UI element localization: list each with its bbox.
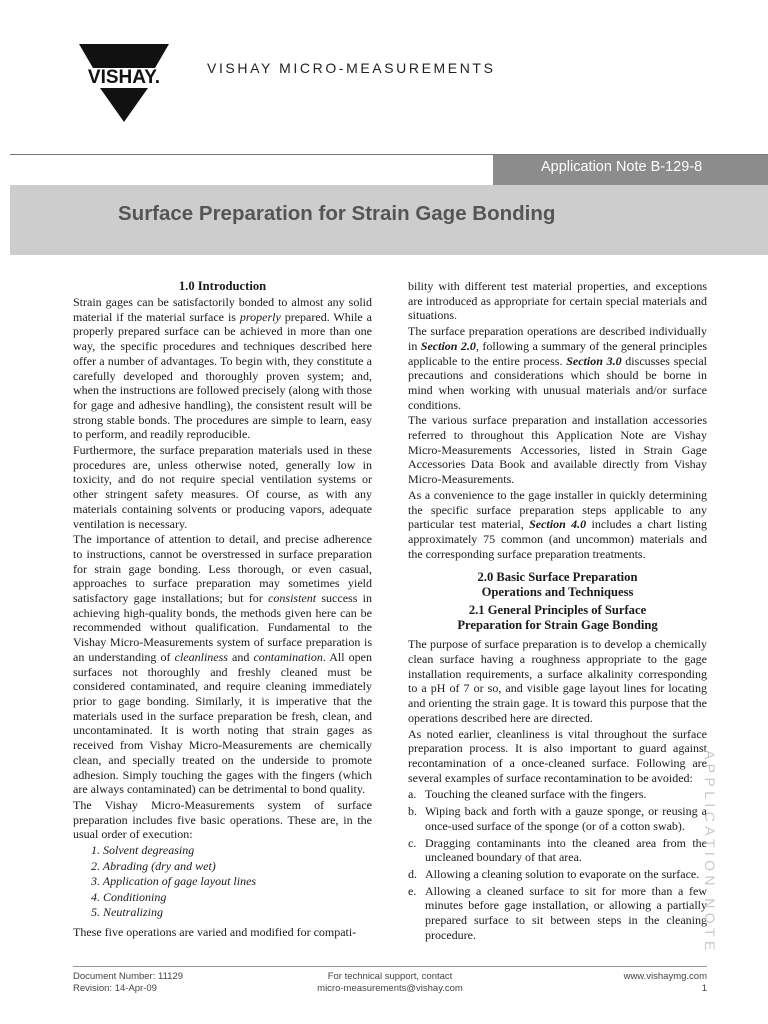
app-note-label: Application Note B-129-8 [541,159,703,175]
footer-site-info [507,971,707,994]
list-item [408,836,707,865]
subsection-heading-general-principles [408,603,707,633]
left-column [73,279,372,940]
text-run: prepared. While a properly prepared surface can be achieved in more than one way, the specific procedures and techniques described here offer a number of advantages. To begin with, they constitute a carefully developed and thoroughly proven system; and, when the instructions are followed precisely (along with those for gage and adhesive handling), the consistent result will be strong stable bonds. The procedures are simple to learn, easy to perform, and readily reproducible. [73,309,372,442]
text-run: Strain gages can be satisfactorily bonded to almost any solid material if the material surface is [73,295,372,324]
convenience-paragraph [408,488,707,562]
list-item [408,804,707,833]
application-note-side-tag: APPLICATION NOTE [702,750,718,955]
website-link[interactable]: www.vishaymg.com [623,971,707,982]
text-run: The importance of attention to detail, and precise adherence to instructions, cannot be overstressed in surface preparation for strain gage bonding. Less thorough, or even casual, approaches to surface preparation may sometimes yield satisfactory gage installations; but for [73,532,372,606]
operation-item: 1. Solvent degreasing [91,843,195,858]
emphasis-contamination: contamination [253,649,323,664]
list-item-text: Dragging contaminants into the cleaned area from the uncleaned boundary of that area. [425,835,707,865]
logo-wordmark: VISHAY. [87,67,161,88]
section-heading-introduction: 1.0 Introduction [178,279,267,293]
intro-paragraph-3 [73,532,372,797]
revision-date: Revision: 14-Apr-09 [73,982,157,994]
text-run: and [227,649,254,664]
list-marker: a. [408,787,417,802]
list-marker: b. [408,804,417,819]
list-item [408,884,707,943]
operation-item: 3. Application of gage layout lines [91,874,257,889]
operation-item: 2. Abrading (dry and wet) [91,858,216,873]
company-name: VISHAY MICRO-MEASUREMENTS [207,60,496,76]
list-item-text: Wiping back and forth with a gauze sponge, or reusing a once-used surface of the sponge (or of a cotton swab). [425,804,707,833]
intro-paragraph-1 [73,295,372,442]
page-number: 1 [701,982,707,994]
operation-item: 5. Neutralizing [91,905,164,920]
text-run: discusses special precautions and considerations which should be borne in mind when working with unusual materials and/or surface conditions. [408,353,708,412]
text-run: , following a summary of the general principles applicable to the entire process. [408,338,708,368]
document-number: Document Number: 11129 [73,971,184,982]
intro-paragraph-5: These five operations are varied and modified for compati- [73,924,357,939]
heading-line: 2.1 General Principles of Surface [468,603,647,618]
text-run: success in achieving high-quality bonds, the methods given here can be recommended without qualification. Fundamental to the Vishay Micro-Measurements system of surface preparation is an understanding of [73,591,373,664]
accessories-paragraph: The various surface preparation and installation accessories referred to throughout this Application Note are Vishay Micro-Measurements Accessories, listed in Strain Gage Accessories Data Book and available directly from Vishay Micro-Measurements. [408,413,707,487]
recontamination-examples-list [408,787,707,942]
section-ref-4: Section 4.0 [529,517,587,532]
heading-line: Preparation for Strain Gage Bonding [457,618,658,633]
list-item-text: Allowing a cleaning solution to evaporate on the surface. [425,866,700,881]
footer-document-info [73,971,183,994]
list-marker: e. [408,883,417,898]
right-column [408,279,707,942]
intro-paragraph-4: The Vishay Micro-Measurements system of surface preparation includes five basic operations. These are, in the usual order of execution: [73,797,372,842]
continued-paragraph: bility with different test material properties, and exceptions are introduced as appropriate for certain special materials and situations. [408,279,707,323]
vishay-logo[interactable] [75,44,173,122]
section-ref-2: Section 2.0 [420,338,476,353]
text-run: . All open surfaces not thoroughly and freshly cleaned must be considered contaminated, and require cleaning immediately prior to gage bonding. Similarly, it is imperative that the materials used in the surface preparation be fresh, clean, and uncontaminated. It is worth noting that strain gages as received from Vishay Micro-Measurements are chemically clean, and specially treated on the underside to promote adhesion. Simply touching the gages with the fingers (which are always contaminated) can be detrimental to bond quality. [73,649,373,797]
footer-support [240,971,540,994]
text-run: As a convenience to the gage installer in quickly determining the specific surface preparation steps applicable to any particular test material, [408,487,707,532]
section-ref-3: Section 3.0 [566,353,622,368]
list-marker: c. [408,835,417,850]
emphasis-cleanliness: cleanliness [174,649,228,664]
emphasis-consistent: consistent [268,591,317,606]
recontamination-paragraph: As noted earlier, cleanliness is vital throughout the surface preparation process. It is also important to guard against recontamination of a once-cleaned surface. Following are several examples of surface recontamination to be avoided: [408,726,707,785]
heading-line: 2.0 Basic Surface Preparation [477,570,638,585]
text-run: includes a chart listing approximately 75 common (and uncommon) materials and the corresponding surface preparation treatments. [408,517,708,561]
sections-paragraph [408,324,707,412]
list-marker: d. [408,866,417,881]
purpose-paragraph: The purpose of surface preparation is to develop a chemically clean surface having a roughness appropriate to the gage installation requirements, a surface alkalinity corresponding to a pH of 7 or so, and visible gage layout lines for locating and orienting the strain gage. It is toward this purpose that the operations described here are directed. [408,637,707,725]
operations-list [91,843,372,921]
heading-line: Operations and Techniquess [481,585,634,600]
logo-triangle-top [79,44,169,68]
list-item-text: Touching the cleaned surface with the fingers. [425,787,647,802]
operation-item: 4. Conditioning [91,889,167,904]
support-text: For technical support, contact [327,971,453,982]
page-title: Surface Preparation for Strain Gage Bonding [118,202,556,225]
intro-paragraph-2: Furthermore, the surface preparation materials used in these procedures are, unless otherwise noted, generally low in toxicity, and do not require special ventilation systems or other stringent safety measures. Of course, as with any materials containing solvents or producing vapors, adequate ventilation is necessary. [73,443,372,531]
section-heading-basic-surface-preparation [408,570,707,600]
footer-rule [73,966,707,967]
text-run: The surface preparation operations are described individually in [408,324,707,353]
support-email-link[interactable]: micro-measurements@vishay.com [317,982,463,994]
list-item [408,787,707,802]
list-item [408,867,707,882]
logo-triangle-bottom [100,88,148,122]
emphasis-properly: properly [239,309,281,324]
list-item-text: Allowing a cleaned surface to sit for more than a few minutes before gage installation, or allowing a partially prepared surface to sit between steps in the cleaning procedure. [425,883,707,942]
